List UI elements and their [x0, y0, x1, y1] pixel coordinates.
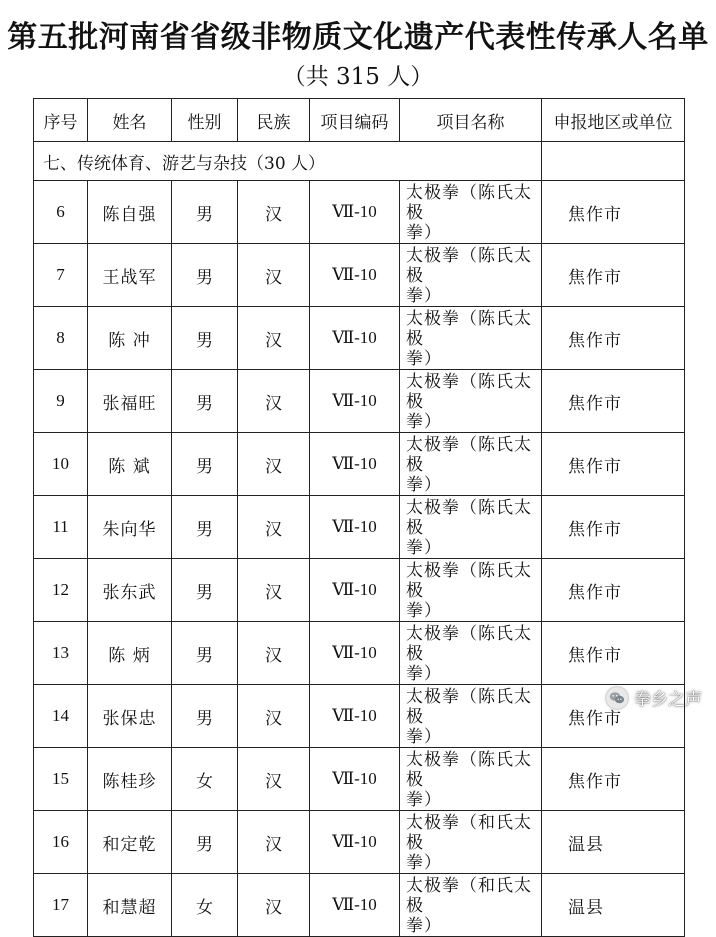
cell-ethnicity: 汉 [238, 370, 310, 433]
cell-project [400, 811, 542, 874]
cell-name: 朱向华 [88, 496, 172, 559]
cell-gender: 男 [172, 496, 238, 559]
cell-ethnicity: 汉 [238, 685, 310, 748]
document-subtitle: （共 315 人） [282, 64, 434, 90]
cell-name: 张福旺 [88, 370, 172, 433]
project-line-1: 太极拳（陈氏太极 [406, 309, 532, 349]
project-line-2: 拳） [406, 412, 442, 432]
project-line-1: 太极拳（陈氏太极 [406, 372, 532, 412]
header-code: 项目编码 [310, 99, 400, 142]
table-row [34, 244, 685, 307]
cell-gender: 男 [172, 433, 238, 496]
project-line-2: 拳） [406, 727, 442, 747]
cell-gender: 男 [172, 244, 238, 307]
header-project: 项目名称 [400, 99, 542, 142]
cell-code: Ⅶ-10 [310, 748, 400, 811]
cell-region: 焦作市 [542, 181, 685, 244]
table-row [34, 811, 685, 874]
cell-ethnicity: 汉 [238, 811, 310, 874]
cell-ethnicity: 汉 [238, 748, 310, 811]
project-line-1: 太极拳（陈氏太极 [406, 561, 532, 601]
project-line-2: 拳） [406, 790, 442, 810]
cell-code: Ⅶ-10 [310, 559, 400, 622]
cell-gender: 男 [172, 181, 238, 244]
project-line-1: 太极拳（陈氏太极 [406, 246, 532, 286]
cell-code: Ⅶ-10 [310, 496, 400, 559]
cell-name: 张东武 [88, 559, 172, 622]
project-line-2: 拳） [406, 853, 442, 873]
cell-name: 陈 斌 [88, 433, 172, 496]
table-body [34, 142, 685, 937]
cell-ethnicity: 汉 [238, 496, 310, 559]
cell-project [400, 559, 542, 622]
project-line-1: 太极拳（陈氏太极 [406, 498, 532, 538]
cell-region: 焦作市 [542, 685, 685, 748]
cell-project [400, 685, 542, 748]
cell-project [400, 748, 542, 811]
watermark-text: 拳乡之声 [634, 690, 702, 710]
table-row [34, 496, 685, 559]
cell-name: 王战军 [88, 244, 172, 307]
cell-gender: 女 [172, 748, 238, 811]
document-title: 第五批河南省省级非物质文化遗产代表性传承人名单 [7, 20, 709, 55]
cell-code: Ⅶ-10 [310, 181, 400, 244]
cell-code: Ⅶ-10 [310, 622, 400, 685]
cell-code: Ⅶ-10 [310, 370, 400, 433]
section-row-empty-cell [542, 142, 685, 181]
cell-ethnicity: 汉 [238, 433, 310, 496]
cell-name: 陈 炳 [88, 622, 172, 685]
header-gender: 性别 [172, 99, 238, 142]
project-line-1: 太极拳（陈氏太极 [406, 750, 532, 790]
project-line-2: 拳） [406, 349, 442, 369]
project-line-2: 拳） [406, 916, 442, 936]
cell-no: 14 [34, 685, 88, 748]
header-region: 申报地区或单位 [542, 99, 685, 142]
project-line-1: 太极拳（陈氏太极 [406, 435, 532, 475]
cell-region: 温县 [542, 874, 685, 937]
cell-region: 温县 [542, 811, 685, 874]
cell-no: 7 [34, 244, 88, 307]
cell-no: 15 [34, 748, 88, 811]
cell-no: 12 [34, 559, 88, 622]
project-line-2: 拳） [406, 475, 442, 495]
cell-ethnicity: 汉 [238, 559, 310, 622]
cell-name: 陈 冲 [88, 307, 172, 370]
table-header-row [34, 99, 685, 142]
cell-project [400, 496, 542, 559]
cell-ethnicity: 汉 [238, 307, 310, 370]
section-title: 七、传统体育、游艺与杂技（30 人） [34, 142, 542, 181]
cell-ethnicity: 汉 [238, 874, 310, 937]
cell-gender: 男 [172, 370, 238, 433]
cell-name: 张保忠 [88, 685, 172, 748]
cell-code: Ⅶ-10 [310, 433, 400, 496]
cell-region: 焦作市 [542, 244, 685, 307]
cell-gender: 男 [172, 622, 238, 685]
cell-project [400, 622, 542, 685]
cell-name: 陈桂珍 [88, 748, 172, 811]
table-row [34, 433, 685, 496]
project-line-1: 太极拳（陈氏太极 [406, 624, 532, 664]
cell-region: 焦作市 [542, 622, 685, 685]
wechat-icon [606, 687, 628, 709]
project-line-1: 太极拳（陈氏太极 [406, 687, 532, 727]
cell-region: 焦作市 [542, 559, 685, 622]
project-line-1: 太极拳（和氏太极 [406, 876, 532, 916]
cell-no: 11 [34, 496, 88, 559]
table-row [34, 622, 685, 685]
cell-region: 焦作市 [542, 496, 685, 559]
cell-region: 焦作市 [542, 433, 685, 496]
cell-project [400, 307, 542, 370]
cell-no: 16 [34, 811, 88, 874]
table-row [34, 307, 685, 370]
project-line-2: 拳） [406, 664, 442, 684]
cell-gender: 男 [172, 685, 238, 748]
cell-code: Ⅶ-10 [310, 307, 400, 370]
cell-project [400, 433, 542, 496]
cell-code: Ⅶ-10 [310, 685, 400, 748]
project-line-2: 拳） [406, 538, 442, 558]
cell-name: 和定乾 [88, 811, 172, 874]
table-row [34, 370, 685, 433]
project-line-2: 拳） [406, 286, 442, 306]
cell-name: 陈自强 [88, 181, 172, 244]
cell-ethnicity: 汉 [238, 622, 310, 685]
header-ethnicity: 民族 [238, 99, 310, 142]
cell-region: 焦作市 [542, 370, 685, 433]
watermark [606, 685, 702, 710]
table-row [34, 748, 685, 811]
cell-region: 焦作市 [542, 307, 685, 370]
cell-project [400, 181, 542, 244]
cell-gender: 男 [172, 307, 238, 370]
section-row [34, 142, 685, 181]
header-no: 序号 [34, 99, 88, 142]
project-line-2: 拳） [406, 223, 442, 243]
cell-ethnicity: 汉 [238, 244, 310, 307]
table-row [34, 685, 685, 748]
cell-no: 17 [34, 874, 88, 937]
cell-gender: 男 [172, 559, 238, 622]
project-line-2: 拳） [406, 601, 442, 621]
cell-no: 10 [34, 433, 88, 496]
table-row [34, 181, 685, 244]
cell-region: 焦作市 [542, 748, 685, 811]
cell-no: 6 [34, 181, 88, 244]
cell-name: 和慧超 [88, 874, 172, 937]
cell-code: Ⅶ-10 [310, 811, 400, 874]
cell-no: 8 [34, 307, 88, 370]
project-line-1: 太极拳（陈氏太极 [406, 183, 532, 223]
cell-project [400, 874, 542, 937]
project-line-1: 太极拳（和氏太极 [406, 813, 532, 853]
cell-code: Ⅶ-10 [310, 874, 400, 937]
table-row [34, 559, 685, 622]
table-row [34, 874, 685, 937]
cell-project [400, 370, 542, 433]
cell-gender: 女 [172, 874, 238, 937]
cell-no: 9 [34, 370, 88, 433]
header-name: 姓名 [88, 99, 172, 142]
cell-gender: 男 [172, 811, 238, 874]
cell-code: Ⅶ-10 [310, 244, 400, 307]
cell-ethnicity: 汉 [238, 181, 310, 244]
inheritor-table [33, 98, 685, 937]
cell-no: 13 [34, 622, 88, 685]
cell-project [400, 244, 542, 307]
